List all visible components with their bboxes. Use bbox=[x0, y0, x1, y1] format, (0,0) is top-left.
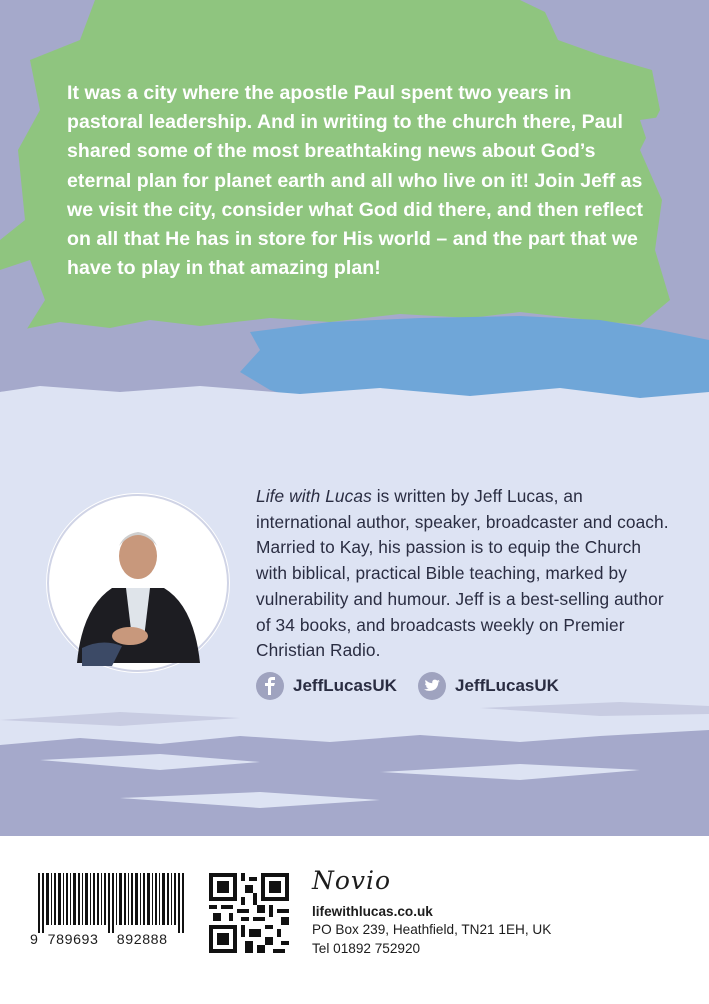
isbn-group-2: 892888 bbox=[116, 932, 168, 948]
lavender-paint-bottom bbox=[0, 730, 709, 836]
publisher-logo: Novio bbox=[312, 866, 392, 895]
isbn-prefix: 9 bbox=[30, 932, 39, 948]
isbn-group-1: 789693 bbox=[47, 932, 99, 948]
facebook-icon bbox=[256, 672, 284, 700]
twitter-icon bbox=[418, 672, 446, 700]
phone-number: Tel 01892 752920 bbox=[312, 941, 421, 956]
author-portrait bbox=[42, 488, 234, 683]
barcode bbox=[38, 873, 186, 933]
facebook-link[interactable] bbox=[256, 672, 397, 700]
back-cover-blurb: It was a city where the apostle Paul spent two years in pastoral leadership. And in writing to the church there, Paul shared some of the most breathtaking news about God’s eternal plan for planet earth and all who live on it! Join Jeff as we visit the city, consider what God did there, and then reflect on all that He has in store for His world – and the part that we have to play in that amazing plan! bbox=[67, 82, 644, 280]
twitter-handle: JeffLucasUK bbox=[455, 676, 559, 695]
facebook-handle: JeffLucasUK bbox=[293, 676, 397, 695]
author-bio-text: is written by Jeff Lucas, an international author, speaker, broadcaster and coach. Married to Kay, his passion is to equip the Church with biblical, practical Bible teaching, marked by vulnerability and humour. Jeff is a best-selling author of 34 books, and broadcasts weekly on Premier Christian Radio. bbox=[256, 486, 669, 661]
isbn-number bbox=[30, 932, 168, 948]
author-bio bbox=[256, 484, 676, 664]
twitter-link[interactable] bbox=[418, 672, 559, 700]
website-link[interactable]: lifewithlucas.co.uk bbox=[312, 904, 433, 919]
postal-address: PO Box 239, Heathfield, TN21 1EH, UK bbox=[312, 922, 552, 937]
series-title: Life with Lucas bbox=[256, 486, 372, 506]
qr-code bbox=[209, 873, 289, 953]
blue-paint-band bbox=[240, 316, 709, 405]
